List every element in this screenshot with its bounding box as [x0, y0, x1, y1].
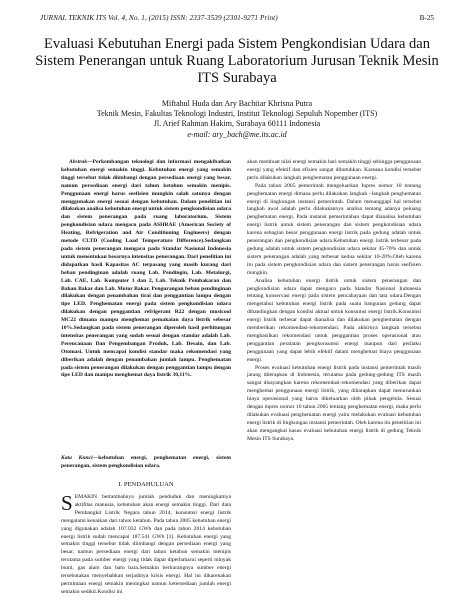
- page-number: B-25: [419, 14, 434, 22]
- keywords: [61, 455, 231, 471]
- body-paragraph: Pada tahun 2005 pemerintah mengeluarkan Inpres nomor 10 tentang penghematan energi dimana perlu dilakukan langkah –langkah penghematan energi di lingkungan instansi pemerintah. Dalam menanggapi hal tersebut langkah awal adalah perlu dilakukannya analisa tentang adanya peluang penghematan energi. Pada instansi pemerintahan dapat dianalisa kebutuhan energi listrik untuk sistem penerangan dan sistem pengkondisian udara karena sebagian besar penggunaan energi listrik pada gedung adalah untuk penerangan dan pengkondisian udara.Kebutuhan energi listrik terbesar pada gedung adalah untuk sistem pengkondisian udara sekitar 45-70% dan untuk sistem penerangan adalah yang terbesar kedua sekitar 10-20%.Oleh karena itu pada sistem pengkondisian udara dan sistem penerangan harus seefisien mungkin.: [247, 182, 421, 276]
- body-paragraph: Proses evaluasi kebutuhan energi listrik pada instansi pemerintah masih jarang diterapkan di Indonesia, terutama pada gedung-gedung ITS masih sangat disayangkan karena rekomendasi-rekomendasi yang diberikan dapat menghemat penggunaan energi listrik, yang diharapkan dapat menurunkan biaya operasional yang harus dikeluarkan oleh pihak pengelola. Sesuai dengan inpres nomor 10 tahun 2005 tentang penghematan energi, maka perlu dilakukan evaluasi penghematan energi yaitu melakukan evaluasi kebutuhan energi listrik di lingkungan instansi pemerintah. Oleh karena itu penelitian ini akan mengangkat kasus evaluasi kebutuhan energi listrik di gedung Teknik Mesin ITS Surabaya.: [247, 364, 421, 442]
- paper-title: Evaluasi Kebutuhan Energi pada Sistem Pengkondisian Udara dan Sistem Penerangan untuk Ruang Laboratorium Jurusan Teknik Mesin ITS Surabaya: [35, 36, 439, 86]
- keywords-label: Kata Kunci: [61, 455, 93, 461]
- body-paragraph: akan membuat nilai energi semakin hari semakin tinggi sehingga penggunaan energi yang efektif dan efisien sangat dibutuhkan. Kareana kondisi tersebut perlu dilakukan langkah penghematan penggunaan energi.: [247, 159, 421, 181]
- affiliation: Teknik Mesin, Fakultas Teknologi Industri, Institut Teknologi Sepuluh Nopember (ITS): [96, 109, 378, 119]
- keywords-text: —kebutuhan energi, penghematan energi, sistem penerangan, sistem pengkondisian udara.: [61, 455, 231, 469]
- author-block: [30, 99, 444, 140]
- right-column: [247, 159, 421, 444]
- introduction-body: [61, 491, 231, 597]
- abstract-text: —Perkembangan teknologi dan informasi mengakibatkan kebutuhan energi semakin tinggi. Kebutuhan energi yang semakin tinggi tersebut tidak diimbangi dengan persediaan energi yang besar, namun persediaan energi dari tahun ketahun semakin menipis. Penggunaan energi harus seefisien mungkin salah satunya dengan menggunakan energi sesuai dengan kebutuhan. Dalam penelitian ini dilakukan analisa kebutuhan energi untuk sistem pengkondisian udara dan sistem penerangan pada ruang laboratorium. Sistem pengkondisian udara mengacu pada ASHRAE (American Society of Heating, Refrigeration and Air Conditioning Engineers) dengan metode CLTD (Cooling Load Temperature Difference).Sedangkan pada sistem penerangan mengacu pada Standar Nasional Indonesia untuk menentukan besarnya intensitas penerangan. Dari penelitian ini didapatkan hasil Kapasitas AC terpasang yang masih kurang dari beban pendinginan adalah ruang Lab. Pendingin, Lab. Metalurgi, Lab. CAE, Lab. Komputer 1 dan 2, Lab. Teknik Pembakaran dan Bahan Bakar dan Lab. Motor Bakar. Pengurangan beban pendinginan dilakukan dengan penambahan tirai dan penggantian lampu dengan tipe LED. Penghematan energi pada sistem pengkondisian udara dilakukan dengan penggantian refrigerant R22 dengan musicool MC22 dimana mampu menghemat pemakaian daya listrik sebesar 10%.Sedangkan pada sistem penerangan diperoleh hasil perhitungan intensitas penerangan yang sudah sesuai dengan standar adalah Lab. Perencanaan Dan Pengembangan Produk, Lab. Desain, dan Lab. Otomasi. Untuk mencapai kondisi standar maka rekomendasi yang diberikan adalah dengan penambahan jumlah lampu. Penghematan pada sistem penerangan dilakukan dengan penggantian lampu dengan tipe LED dan mampu menghemat daya listrik 30,11%.: [61, 159, 231, 379]
- body-paragraph: Analisa kebutuhan energi listrik untuk sistem penerangan dan pengkondisian udara dapat mengacu pada Standar Nasional Indonesia tentang konservasi energi pada sistem pencahayaan dan tata udara.Dengan mengetahui kebutuhan energi listrik pada suatu bangunan gedung dapat dibandingkan dengan kondisi aktual untuk konsumsi energi listrik.Konsumsi energi listrik terbesar dapat dianalisa dan dilakukan penghematan dengan memberikan rekomendasi-rekomendasi. Pada akhirnya langkah tersebut menghasilkan rekomendasi untuk penggantian proses operasional atau penggantian peralatan pengkonsumsi energi maupun dari perilaku penggunaan yang dapat lebih efektif dalam menghemat biaya penggunaan energi.: [247, 277, 421, 363]
- abstract: [61, 159, 231, 380]
- section-heading-introduction: I. PENDAHULUAN: [118, 481, 174, 488]
- introduction-text: EMAKIN bertambahnya jumlah penduduk dan meningkatnya aktifitas manusia, kebutuhan akan energi semakin tinggi. Dari data Pembangkit Listrik Negara tahun 2014, konsumsi energi listrik mengalami kenaikan dari tahun ketahun. Pada tahun 2005 kebutuhan energi yang digunakan adalah 107.032 GWh dan pada tahun 2014 kebutuhan energi listrik sudah mencapai 187.541 GWh [1]. Kebutuhan energi yang semakin tinggi tersebut tidak diimbangi dengan persediaan energi yang besar, namun persediaan energi dari tahun ketahun semakin menipis terutama pada sumber energi yang tidak dapat diperbaharui seperti minyak bumi, gas alam dan batu bara.Semakin berkurangnya sumber energi tersebutakan menyebabkan terjadinya krisis energi. Hal ini dikarenakan permintaan energi semakin meningkat namun ketersediaan jumlah energi semakin sedikit.Kondisi ini: [61, 494, 231, 595]
- drop-cap: S: [61, 491, 73, 515]
- abstract-label: Abstrak: [69, 159, 88, 165]
- journal-header: JURNAL TEKNIK ITS Vol. 4, No. 1, (2015) ISSN: 2337-3539 (2301-9271 Print): [40, 14, 278, 22]
- author-names: Miftahul Huda dan Ary Bachtiar Khrisna Putra: [161, 99, 313, 108]
- address: Jl. Arief Rahman Hakim, Surabaya 60111 Indonesia: [153, 119, 321, 129]
- author-email: e-mail: ary_bach@me.its.ac.id: [187, 129, 287, 139]
